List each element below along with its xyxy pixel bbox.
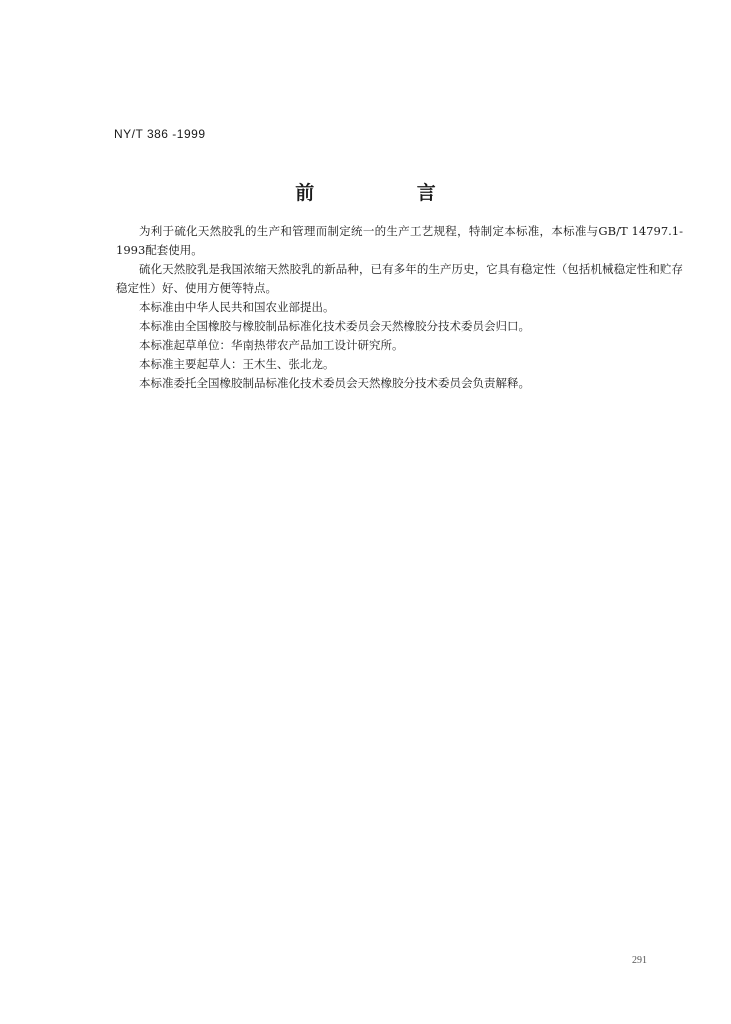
page-number: 291 (632, 955, 647, 966)
paragraph-interpretation: 本标准委托全国橡胶制品标准化技术委员会天然橡胶分技术委员会负责解释。 (139, 376, 530, 390)
standard-code: NY/T 386 -1999 (114, 127, 206, 141)
page-title: 前 言 (295, 182, 484, 204)
paragraph-proposed-by: 本标准由中华人民共和国农业部提出。 (139, 300, 335, 314)
foreword-body (116, 222, 683, 393)
paragraph-purpose: 为利于硫化天然胶乳的生产和管理而制定统一的生产工艺规程，特制定本标准，本标准与GB/T 14797.1-1993配套使用。 (116, 224, 683, 257)
paragraph-drafters: 本标准主要起草人：王木生、张北龙。 (139, 357, 335, 371)
paragraph-administered-by: 本标准由全国橡胶与橡胶制品标准化技术委员会天然橡胶分技术委员会归口。 (139, 319, 530, 333)
paragraph-drafting-unit: 本标准起草单位：华南热带农产品加工设计研究所。 (139, 338, 404, 352)
paragraph-background: 硫化天然胶乳是我国浓缩天然胶乳的新品种，已有多年的生产历史，它具有稳定性（包括机械稳定性和贮存稳定性）好、使用方便等特点。 (116, 262, 683, 295)
